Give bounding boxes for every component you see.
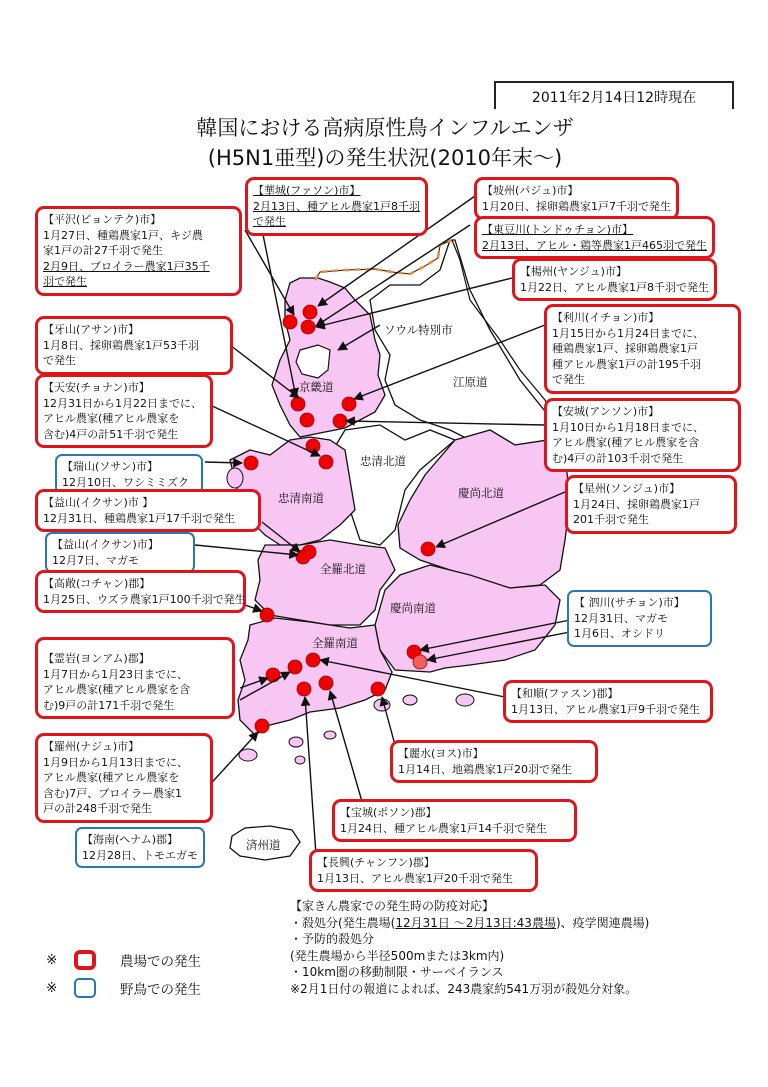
callout-line: 種アヒル農家1戸の計195千羽 xyxy=(552,357,701,371)
callout-line: 含む)4戸の計51千羽で発生 xyxy=(43,427,179,441)
callout-line: 12月31日から1月22日までに、 xyxy=(43,396,202,410)
callout-line: 1月7日から1月23日までに、 xyxy=(43,667,188,681)
callout-line: 1月9日から1月13日までに、 xyxy=(43,755,188,769)
callout-title: 【和順(ファスン)郡】 xyxy=(511,687,619,700)
callout-line: 1月15日から1月24日までに、 xyxy=(552,326,704,340)
callout-line: 家1戸の計27千羽で発生 xyxy=(43,244,163,257)
callout-line: 1月13日、アヒル農家1戸20千羽で発生 xyxy=(317,871,513,885)
callout-hwasun xyxy=(503,680,713,723)
note-mark: ※ xyxy=(46,952,58,968)
region-label-chungnam: 忠清南道 xyxy=(278,491,324,505)
callout-title: 【 泗川(サチョン)市】 xyxy=(574,596,685,609)
callout-yeongam xyxy=(35,637,235,719)
measures-line3: (発生農場から半径500mまたは3km内) xyxy=(290,948,505,963)
callout-title: 【海南(ヘナム)郡】 xyxy=(82,833,179,846)
note-mark: ※ xyxy=(46,980,58,996)
callout-line: アヒル農家(種アヒル農家を xyxy=(43,412,180,425)
page-title-line2: (H5N1亜型)の発生状況(2010年末～) xyxy=(207,146,563,170)
callout-naju xyxy=(35,733,213,823)
callout-line: アヒル農家(種アヒル農家を含 xyxy=(552,436,700,449)
region-label-jeonbuk: 全羅北道 xyxy=(320,562,366,576)
callout-line: 12月10日、ワシミミズク xyxy=(62,475,189,489)
callout-line: 12月31日、マガモ xyxy=(574,611,668,625)
callout-title: 【利川(イチョン)市】 xyxy=(552,311,660,324)
quarantine-measures xyxy=(290,898,649,997)
callout-line: 含む)7戸、ブロイラー農家1 xyxy=(43,786,182,800)
callout-line: 1月8日、採卵鶏農家1戸53千羽 xyxy=(43,338,199,352)
as-of-timestamp: 2011年2月14日12時現在 xyxy=(494,81,734,109)
wild-bird-swatch-icon xyxy=(74,978,96,998)
measures-line5: ※2月1日付の報道によれば、243農家約541万羽が殺処分対象。 xyxy=(290,981,638,996)
callout-title: 【平沢(ピョンテク)市】 xyxy=(43,213,162,226)
callout-line: む)4戸の計103千羽で発生 xyxy=(552,451,684,465)
callout-title: 【霊岩(ヨンアム)郡】 xyxy=(43,652,150,665)
callout-sacheon xyxy=(567,590,712,647)
callout-line: 12月7日、マガモ xyxy=(52,553,139,567)
callout-anseong xyxy=(544,398,741,472)
callout-title: 【長興(チャンフン)郡】 xyxy=(317,856,435,869)
callout-line: 12月28日、トモエガモ xyxy=(82,848,198,862)
callout-title: 【宝城(ポソン)郡】 xyxy=(340,806,437,819)
callout-icheon xyxy=(544,304,741,394)
callout-line: アヒル農家(種アヒル農家を含 xyxy=(43,683,191,696)
callout-line: で発生 xyxy=(253,215,286,228)
callout-paju xyxy=(474,177,679,220)
callout-seongju xyxy=(565,475,737,534)
callout-title: 【羅州(ナジュ)市】 xyxy=(43,740,140,753)
measures-line4: ・10km圏の移動制限・サーベイランス xyxy=(290,965,504,979)
legend-label: 野鳥での発生 xyxy=(120,982,201,998)
callout-title: 【楊州(ヤンジュ)市】 xyxy=(520,265,627,278)
callout-gochang xyxy=(35,570,246,613)
callout-line: 1月20日、採卵鶏農家1戸7千羽で発生 xyxy=(482,199,671,213)
callout-title: 【高敞(コチャン)郡】 xyxy=(43,577,151,590)
region-label-gyeonggi: 京畿道 xyxy=(299,380,334,394)
callout-line: 1月10日から1月18日までに、 xyxy=(552,420,704,434)
callout-line: 1月25日、ウズラ農家1戸100千羽で発生 xyxy=(43,592,246,606)
callout-title: 【益山(イクサン)市 】 xyxy=(43,496,154,509)
callout-pyeongtaek xyxy=(35,206,242,296)
callout-title: 【安城(アンソン)市】 xyxy=(552,405,660,418)
measures-line1: ・殺処分(発生農場(12月31日 ～2月13日:43農場)、疫学関連農場) xyxy=(290,915,650,930)
callout-title: 【麗水(ヨス)市】 xyxy=(398,747,484,760)
region-label-gyeongnam: 慶尚南道 xyxy=(390,601,436,615)
callout-dongducheon xyxy=(474,216,715,259)
callout-iksan-farm xyxy=(35,489,261,532)
callout-line: 12月31日、種鶏農家1戸17千羽で発生 xyxy=(43,511,235,525)
callout-title: 【星州(ソンジュ)市】 xyxy=(573,482,681,495)
callout-title: 【益山(イクサン)市】 xyxy=(52,538,159,551)
legend-farm xyxy=(46,950,201,970)
region-label-jeju: 済州道 xyxy=(246,838,281,852)
region-label-gyeongbuk: 慶尚北道 xyxy=(458,486,504,500)
farm-swatch-icon xyxy=(74,950,96,970)
measures-line2: ・予防的殺処分 xyxy=(290,932,375,946)
callout-line: 2月9日、ブロイラー農家1戸35千 xyxy=(43,259,210,273)
callout-line: 1月27日、種鶏農家1戸、キジ農 xyxy=(43,228,203,242)
callout-line: で発生 xyxy=(552,373,585,386)
callout-title: 【華城(ファソン)市】 xyxy=(253,184,361,197)
region-label-jeonnam: 全羅南道 xyxy=(312,636,358,650)
callout-title: 【天安(チョナン)市】 xyxy=(43,381,150,394)
callout-line: 種鶏農家1戸、採卵鶏農家1戸 xyxy=(552,342,698,355)
callout-boseong xyxy=(332,799,577,842)
callout-line: 1月24日、種アヒル農家1戸14千羽で発生 xyxy=(340,821,547,835)
region-label-chungbuk: 忠清北道 xyxy=(360,454,406,468)
callout-line: アヒル農家(種アヒル農家を xyxy=(43,771,180,784)
callout-line: 戸の計248千羽で発生 xyxy=(43,802,152,815)
callout-title: 【東豆川(トンドゥチョン)市】 xyxy=(482,223,633,236)
callout-asan xyxy=(35,316,233,375)
callout-yangju xyxy=(512,258,717,301)
measures-heading: 【家きん農家での発生時の防疫対応】 xyxy=(290,899,495,913)
callout-line: 羽で発生 xyxy=(43,275,87,288)
callout-title: 【坡州(パジュ)市】 xyxy=(482,184,579,197)
callout-iksan-bird xyxy=(45,532,195,573)
callout-line: 1月22日、アヒル農家1戸8千羽で発生 xyxy=(520,280,709,294)
callout-line: 2月13日、種アヒル農家1戸8千羽 xyxy=(253,199,420,213)
callout-yeosu xyxy=(390,740,598,783)
region-label-seoul: ソウル特別市 xyxy=(384,323,453,337)
callout-line: 1月24日、採卵鶏農家1戸 xyxy=(573,497,700,511)
region-label-gangwon: 江原道 xyxy=(453,375,488,389)
legend-label: 農場での発生 xyxy=(120,954,201,970)
callout-line: 2月13日、アヒル・鶏等農家1戸465羽で発生 xyxy=(482,238,707,252)
callout-jangheung xyxy=(309,849,538,892)
callout-haenam xyxy=(75,827,205,868)
callout-cheonan xyxy=(35,374,213,448)
callout-line: 1月6日、オシドリ xyxy=(574,627,665,640)
region-seoul xyxy=(296,345,330,378)
callout-title: 【牙山(アサン)市】 xyxy=(43,323,140,336)
callout-line: 1月13日、アヒル農家1戸9千羽で発生 xyxy=(511,702,700,716)
callout-hwaseong xyxy=(245,177,428,236)
callout-line: 201千羽で発生 xyxy=(573,513,649,526)
callout-line: で発生 xyxy=(43,354,76,367)
page-title-line1: 韓国における高病原性鳥インフルエンザ xyxy=(196,116,574,140)
callout-line: 1月14日、地鶏農家1戸20羽で発生 xyxy=(398,762,572,776)
callout-line: む)9戸の計171千羽で発生 xyxy=(43,698,175,712)
legend-bird xyxy=(46,978,201,998)
callout-title: 【瑞山(ソサン)市】 xyxy=(62,460,159,473)
